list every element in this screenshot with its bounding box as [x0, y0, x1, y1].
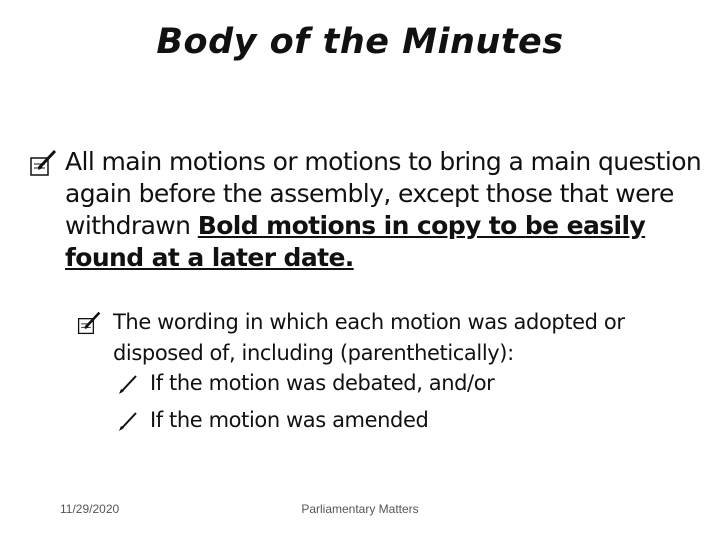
footer-title: Parliamentary Matters [301, 502, 419, 516]
pencil-bullet-icon [76, 310, 102, 336]
sub-item [116, 405, 428, 436]
pencil-bullet-icon [28, 148, 58, 178]
pen-nib-bullet-icon [116, 372, 140, 396]
sub-item-text: If the motion was debated, and/or [150, 371, 495, 395]
pen-nib-bullet-icon [116, 409, 140, 433]
footer-date: 11/29/2020 [60, 502, 120, 516]
bullet1-plain-text: All main motions or motions to bring a main question again before the assembly, except those that were withdrawn [65, 147, 702, 240]
sub-item [116, 368, 494, 399]
bullet1-bold-text: Bold motions in copy to be easily found at a later date. [65, 211, 646, 272]
sub-item-text: If the motion was amended [150, 408, 429, 432]
slide-title: Body of the Minutes [156, 22, 564, 62]
bullet1-text [65, 146, 715, 274]
bullet2-text: The wording in which each motion was adopted or disposed of, including (parenthetically): [113, 310, 625, 365]
